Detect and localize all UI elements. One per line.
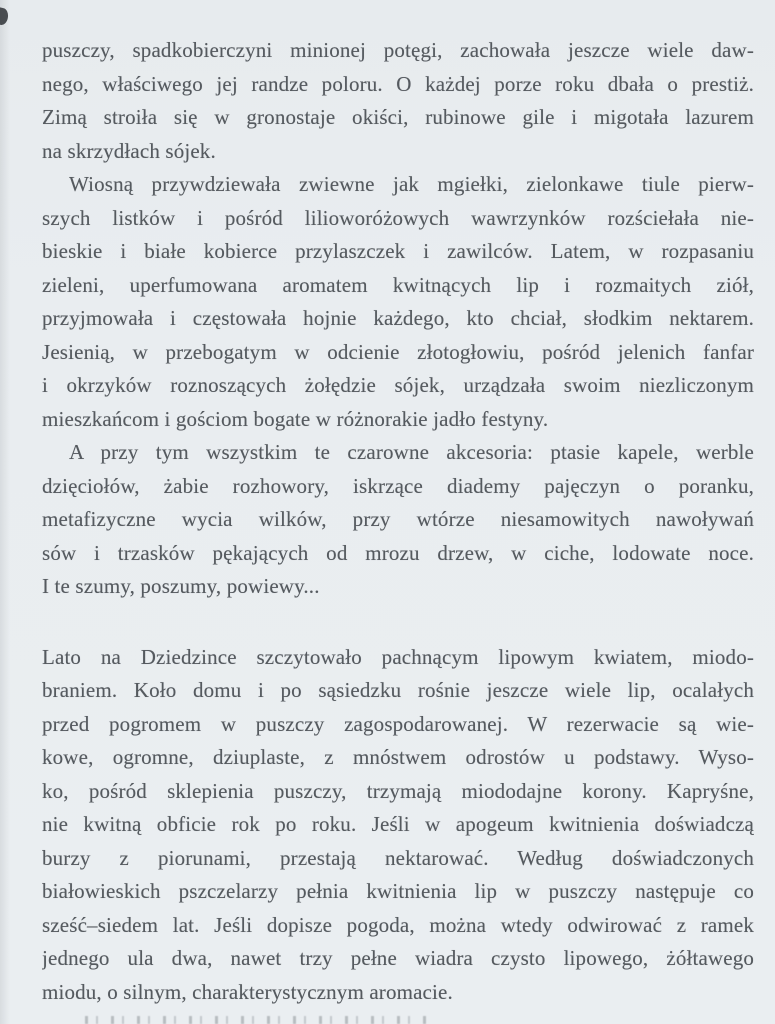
text-line: nie kwitną obficie rok po roku. Jeśli w apogeum kwitnienia doświadczą xyxy=(42,812,754,836)
text-line: bieskie i białe kobierce przylaszczek i zawilców. Latem, w rozpasaniu xyxy=(42,239,754,263)
text-line: Wiosną przywdziewała zwiewne jak mgiełki, zielonkawe tiule pierw- xyxy=(69,172,754,196)
paragraph-4 xyxy=(42,641,754,1010)
text-line: ko, pośród sklepienia puszczy, trzymają miododajne korony. Kapryśne, xyxy=(42,778,754,803)
clipped-next-line-artifact xyxy=(85,1016,430,1024)
text-line: jednego ula dwa, nawet trzy pełne wiadra czysto lipowego, żółtawego xyxy=(42,946,754,970)
text-line: białowieskich pszczelarzy pełnia kwitnienia lip w puszczy następuje co xyxy=(42,879,754,903)
text-line: Jesienią, w przebogatym w odcienie złotogłowiu, pośród jelenich fanfar xyxy=(42,339,754,364)
text-line: burzy z piorunami, przestają nektarować. Według doświadczonych xyxy=(42,845,754,870)
text-line: A przy tym wszystkim te czarowne akcesoria: ptasie kapele, werble xyxy=(69,440,754,464)
page-text-block xyxy=(42,34,754,1009)
text-line: przed pogromem w puszczy zagospodarowanej. W rezerwacie są wie- xyxy=(42,711,754,736)
text-line: mieszkańcom i gościom bogate w różnorakie jadło festyny. xyxy=(42,406,549,431)
text-line: sześć–siedem lat. Jeśli dopisze pogoda, można wtedy odwirować z ramek xyxy=(42,912,754,937)
text-line: nego, właściwego jej randze poloru. O każdej porze roku dbała o prestiż. xyxy=(42,71,754,96)
text-line: zieleni, uperfumowana aromatem kwitnących lip i rozmaitych ziół, xyxy=(42,272,754,297)
text-line: na skrzydłach sójek. xyxy=(42,138,216,163)
text-line: braniem. Koło domu i po sąsiedzku rośnie jeszcze wiele lip, ocalałych xyxy=(42,678,754,702)
paragraph-1 xyxy=(42,34,754,168)
text-line: sów i trzasków pękających od mrozu drzew, w ciche, lodowate noce. xyxy=(42,540,754,565)
text-line: miodu, o silnym, charakterystycznym aromacie. xyxy=(42,979,453,1004)
paragraph-3 xyxy=(42,436,754,604)
text-line: dzięciołów, żabie rozhowory, iskrzące diademy pajęczyn o poranku, xyxy=(42,473,754,498)
text-line: przyjmowała i częstowała hojnie każdego, kto chciał, słodkim nektarem. xyxy=(42,306,754,330)
text-line: kowe, ogromne, dziuplaste, z mnóstwem odrostów u podstawy. Wyso- xyxy=(42,745,754,769)
text-line: i okrzyków roznoszących żołędzie sójek, urządzała swoim niezliczonym xyxy=(42,373,754,397)
text-line: Zimą stroiła się w gronostaje okiści, rubinowe gile i migotała lazurem xyxy=(42,105,754,129)
text-line: puszczy, spadkobierczyni minionej potęgi, zachowała jeszcze wiele daw- xyxy=(42,38,754,62)
scan-corner-artifact xyxy=(0,7,10,26)
paragraph-2 xyxy=(42,168,754,436)
text-line: metafizyczne wycia wilków, przy wtórze niesamowitych nawoływań xyxy=(42,507,754,531)
text-line: szych listków i pośród lilioworóżowych wawrzynków rozściełała nie- xyxy=(42,205,754,230)
text-line: Lato na Dziedzince szczytowało pachnącym lipowym kwiatem, miodo- xyxy=(42,644,754,669)
text-line: I te szumy, poszumy, powiewy... xyxy=(42,574,320,598)
scan-left-edge-shade xyxy=(0,0,10,1024)
